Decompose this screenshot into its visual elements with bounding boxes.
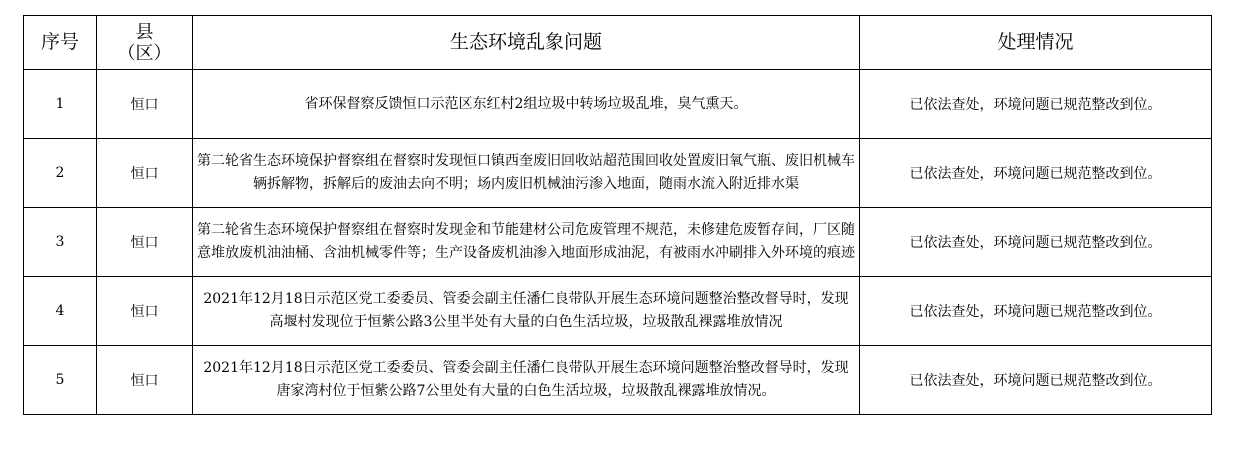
header-result: 处理情况 [860,16,1212,70]
row-county: 恒口 [97,208,193,277]
header-county-line2: （区） [117,42,172,64]
row-result: 已依法查处，环境问题已规范整改到位。 [860,346,1212,415]
table-row [24,346,1212,415]
environment-issues-table [23,15,1212,415]
table-row [24,208,1212,277]
row-issue: 第二轮省生态环境保护督察组在督察时发现金和节能建材公司危废管理不规范，未修建危废暂存间，厂区随意堆放废机油油桶、含油机械零件等；生产设备废机油渗入地面形成油泥，有被雨水冲刷排入外环境的痕迹 [193,208,860,277]
row-issue: 2021年12月18日示范区党工委委员、管委会副主任潘仁良带队开展生态环境问题整治整改督导时，发现高堰村发现位于恒紫公路3公里半处有大量的白色生活垃圾，垃圾散乱裸露堆放情况 [193,277,860,346]
row-seq: 4 [24,277,97,346]
row-county: 恒口 [97,277,193,346]
row-seq: 2 [24,139,97,208]
header-row [24,16,1212,70]
row-result: 已依法查处，环境问题已规范整改到位。 [860,70,1212,139]
row-seq: 3 [24,208,97,277]
header-county-line1: 县 [135,21,154,43]
row-issue: 2021年12月18日示范区党工委委员、管委会副主任潘仁良带队开展生态环境问题整治整改督导时，发现唐家湾村位于恒紫公路7公里处有大量的白色生活垃圾，垃圾散乱裸露堆放情况。 [193,346,860,415]
table-row [24,139,1212,208]
row-issue: 第二轮省生态环境保护督察组在督察时发现恒口镇西奎废旧回收站超范围回收处置废旧氧气瓶、废旧机械车辆拆解物，拆解后的废油去向不明；场内废旧机械油污渗入地面，随雨水流入附近排水渠 [193,139,860,208]
row-seq: 5 [24,346,97,415]
header-issue: 生态环境乱象问题 [193,16,860,70]
header-seq: 序号 [24,16,97,70]
row-county: 恒口 [97,70,193,139]
row-result: 已依法查处，环境问题已规范整改到位。 [860,208,1212,277]
table-row [24,70,1212,139]
row-seq: 1 [24,70,97,139]
row-result: 已依法查处，环境问题已规范整改到位。 [860,139,1212,208]
row-issue: 省环保督察反馈恒口示范区东红村2组垃圾中转场垃圾乱堆，臭气熏天。 [193,70,860,139]
table-row [24,277,1212,346]
row-result: 已依法查处，环境问题已规范整改到位。 [860,277,1212,346]
header-county [97,16,193,70]
row-county: 恒口 [97,139,193,208]
row-county: 恒口 [97,346,193,415]
